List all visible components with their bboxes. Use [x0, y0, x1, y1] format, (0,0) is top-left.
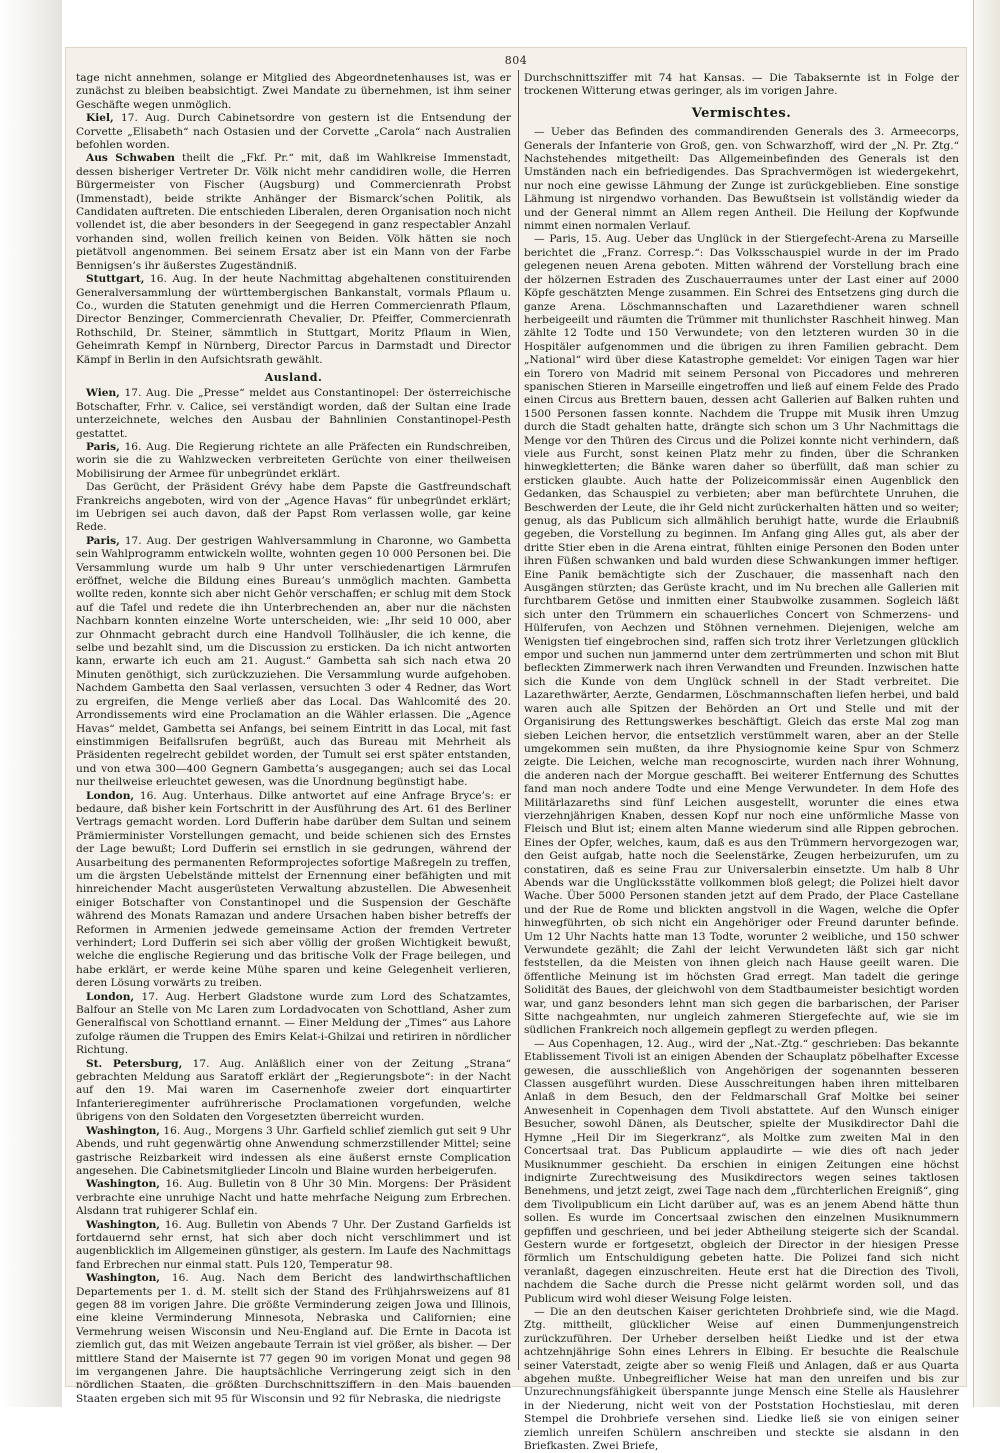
- article-london-2: [76, 991, 511, 1058]
- article-copenhagen-tivoli: — Aus Copenhagen, 12. Aug., wird der „Nat.-Ztg.“ geschrieben: Das bekannte Etablissement Tivoli ist an einigen Abenden der Schauplatz pöbelhafter Excesse gewesen, die ausschließlich von Angehörigen der sogenannten besseren Classen ausgeführt wurden. Diese Ausschreitungen haben ihren mittelbaren Anlaß in dem Besuch, den der Feldmarschall Graf Moltke bei seiner Anwesenheit in Copenhagen dem Tivoli abstattete. Auf den Wunsch einiger Besucher, sowohl Dänen, als Deutscher, spielte der Musikdirector Dahl die Hymne „Heil Dir im Siegerkranz“, als Moltke zum zweiten Mal in den Concertsaal trat. Das Publicum applaudirte — wie dies oft nach jeder Musiknummer geschieht. Da erschien in einigen Zeitungen eine höchst indignirte Zurechtweisung des Musikdirectors wegen seines taktlosen Benehmens, und jetzt zeigt, zwei Tage nach dem „fürchterlichen Ereigniß“, ging dem Tivolipublicum ein Licht darüber auf, was es an jenem Abend hätte thun sollen. Es wurde im Concertsaal zwischen den einzelnen Musiknummern gepfiffen und geschrieen, und bei jeder Abtheilung steigerte sich der Scandal. Gestern wurde er fortgesetzt, obgleich der Director in der hiesigen Presse förmlich um Entschuldigung gebeten hatte. Die Polizei fand sich nicht veranlaßt, dagegen einzuschreiten. Heute erst hat die Direction des Tivoli, nachdem die Sache durch die Presse nicht gelärmt worden soll, und das Publicum wird wohl dieser Weisung Folge leisten.: [524, 1037, 959, 1305]
- article-text: 16. Aug. Nach dem Bericht des landwirthschaftlichen Departements per 1. d. M. stellt sich der Stand des Frühjahrsweizens auf 81 gegen 88 im vorigen Jahre. Die größte Verminderung zeigen Jowa und Illinois, eine kleine Verminderung Minnesota, Nebraska und Californien; eine Vermehrung weisen Wisconsin und Neu-England auf. Die Ernte in Dacota ist ziemlich gut, das mit Weizen angebaute Terrain ist viel größer, als bisher. — Der mittlere Stand der Maisernte ist 77 gegen 90 im vorigen Monat und gegen 98 im vergangenen Jahre. Die hauptsächliche Verringerung zeigt sich in den nördlichen Staaten, die größten Durchschnittsziffern in den Mais bauenden Staaten ergeben sich mit 95 für Wisconsin und 92 für Nebraska, die niedrigste: [76, 1272, 511, 1405]
- dateline-place: London,: [86, 990, 135, 1003]
- article-paris-2: [76, 535, 511, 790]
- section-heading-ausland: Ausland.: [264, 370, 323, 384]
- dateline-place: Washington,: [86, 1124, 160, 1137]
- right-column: [524, 72, 959, 1453]
- dateline-place: St. Petersburg,: [86, 1057, 183, 1070]
- dateline-place: Washington,: [86, 1272, 160, 1285]
- article-text: 16. Aug. In der heute Nachmittag abgehaltenen constituirenden Generalversammlung der württembergischen Bankanstalt, vormals Pflaum u. Co., wurden die Statuten genehmigt und die Herren Commercienrath Pflaum, Director Benzinger, Commercienrath Chevalier, Dr. Pfeiffer, Commercienrath Rothschild, Dr. Steiner, sämmtlich in Stuttgart, Moritz Pflaum in Wien, Geheimrath Kempf in Nürnberg, Director Parcus in Darmstadt und Director Kämpf in Berlin in den Aufsichtsrath gewählt.: [76, 273, 511, 366]
- page-number: 804: [504, 54, 528, 67]
- article-washington-4: [76, 1272, 511, 1406]
- article-paris-1-continued: Das Gerücht, der Präsident Grévy habe dem Papste die Gastfreundschaft Frankreichs angeboten, wird von der „Agence Havas“ für unbegründet erklärt; im Uebrigen sei auch davon, daß der Papst Rom verlassen wolle, gar keine Rede.: [76, 481, 511, 534]
- article-wien: [76, 387, 511, 441]
- article-threat-letters: — Die an den deutschen Kaiser gerichteten Drohbriefe sind, wie die Magd. Ztg. mittheilt, glücklicher Weise auf einen Dummenjungenstreich zurückzuführen. Der Urheber derselben heißt Liedke und ist der etwa achtzehnjährige Sohn eines Lehrers in Elbing. Er besuchte die Realschule seiner Vaterstadt, zeigte aber so wenig Fleiß und Anlagen, daß er aus Quarta abgehen mußte. Unbegreiflicher Weise hat man den unreifen und bis zur Unzurechnungsfähigkeit überspannte junge Mensch eine Stelle als Hauslehrer in der Niederung, nicht weit von der Poststation Hochstieslau, mit deren Stempel die Drohbriefe versehen sind. Liedke ließ sie von einigen seiner ziemlich unreifen Schülern anschreiben und steckte sie alsdann in den Briefkasten. Zwei Briefe,: [524, 1305, 959, 1453]
- article-text: 17. Aug. Herbert Gladstone wurde zum Lord des Schatzamtes, Balfour an Stelle von Mc Laren zum Lordadvocaten von Schottland, Asher zum Generalfiscal von Schottland ernannt. — Einer Meldung der „Times“ aus Lahore zufolge räumen die Truppen des Emirs Kelat-i-Ghilzai und retiriren in nördlicher Richtung.: [76, 990, 511, 1057]
- dateline-place: Paris,: [86, 534, 120, 547]
- article-marseille-arena: — Paris, 15. Aug. Ueber das Unglück in der Stiergefecht-Arena zu Marseille berichtet die „Franz. Corresp.“: Das Volksschauspiel wurde in der im Prado gelegenen neuen Arena geboten. Mitten während der Vorstellung brach eine der hölzernen Estraden des Zuschauerraumes unter der Last einer auf 2000 Köpfe geschätzten Menge zusammen. Ein Schrei des Entsetzens ging durch die ganze Arena. Löschmannschaften und Lazarethdiener waren schnell herbeigeeilt und räumten die Trümmer mit thunlichster Raschheit hinweg. Man zählte 12 Todte und 150 Verwundete; von den letzteren wurden 30 in die Hospitäler aufgenommen und die übrigen zu ihren Familien gebracht. Dem „National“ wird über diese Katastrophe gemeldet: Vor einigen Tagen war hier ein Torero von Madrid mit seinem Personal von Piccadores und mehreren spanischen Stieren in Marseille eingetroffen und ließ auf einem Felde des Prado einen Circus aus Brettern bauen, dessen acht Gallerien auf Balken ruhten und 1500 Personen fassen konnte. Nachdem die Truppe mit Musik ihren Umzug durch die Stadt gehalten hatte, drängte sich schon um 3 Uhr Nachmittags die Menge vor den Thüren des Circus und die Polizei konnte nicht verhindern, daß viele aus Furcht, sonst keinen Platz mehr zu finden, über die Schranken hinwegkletterten; die Bänke waren daher so überfüllt, daß man schier zu ersticken glaubte. Auch hatte der Polizeicommissär einen Augenblick den Gedanken, das Schauspiel zu verbieten; aber man befürchtete Unruhen, die Beschwerden der Leute, die ihr Geld nicht zurückerhalten hätten und so weiter; genug, als das Publicum sich allmählich beruhigt hatte, wurde die Erlaubniß gegeben, die Vorstellung zu beginnen. Im Anfang ging Alles gut, als aber der dritte Stier eben in die Arena eintrat, fühlten einige Personen den Boden unter ihren Füßen schwanken und bald wurden diese Schwankungen immer heftiger. Eine Panik bemächtigte sich der Zuschauer, die massenhaft nach den Ausgängen stürzten; das Gerüste kracht, und im Nu brechen alle Gallerien mit furchtbarem Getöse und inmitten einer Staubwolke zusammen. Sogleich läßt sich unter den Trümmern ein schauerliches Concert von Schmerzens- und Hülferufen, von Aechzen und Stöhnen vernehmen. Diejenigen, welche am Wenigsten tief eingebrochen sind, raffen sich trotz ihrer Verletzungen glücklich empor und suchen nun jammernd unter dem zertrümmerten und schon mit Blut befleckten Zimmerwerk nach ihren Verwandten und Freunden. Inzwischen hatte sich die Kunde von dem Unglück schnell in der Stadt verbreitet. Die Lazarethwärter, Aerzte, Gendarmen, Löschmannschaften liefen herbei, und bald waren auch alle Spitzen der Behörden an Ort und Stelle und mit der Organisirung des Rettungswerkes beschäftigt. Gleich das erste Mal zog man sieben Leichen hervor, die entsetzlich verstümmelt waren, aber an der Stelle umgekommen sein mußten, da ihre Physiognomie keine Spur von Schmerz zeigte. Die Leichen, welche man recognoscirte, wurden nach ihrer Wohnung, die anderen nach der Morgue geschafft. Bei weiterer Entfernung des Schuttes fand man noch andere Todte und eine Menge Verwundeter. In dem Hofe des Militärlazareths sind fünf Leichen ausgestellt, worunter die eines etwa vierzehnjährigen Knaben, dessen Kopf nur noch eine unförmliche Masse von Fleisch und Blut ist; einem alten Manne wiederum sind alle Rippen gebrochen. Eines der Opfer, welches, kaum, daß es aus den Trümmern hervorgezogen war, den Geist aufgab, hatte noch die Seelenstärke, Zeugen herbeizurufen, um zu constatiren, daß es seine Frau zur Universalerbin einsetzte. Um halb 8 Uhr Abends war die Unglücksstätte vollkommen bloß gelegt; die Polizei hielt davor Wache. Über 5000 Personen standen jetzt auf dem Prado, der Place Castellane und der Rue de Rome und blickten angstvoll in die Wagen, welche die Opfer hinwegführten, ob sich nicht ein Angehöriger oder Freund darunter befinde. Um 12 Uhr Nachts hatte man 13 Todte, worunter 2 weibliche, und 150 schwer Verwundete gezählt; die Zahl der leicht Verwundeten läßt sich gar nicht feststellen, da die Meisten von ihnen gleich nach Hause geeilt waren. Die öffentliche Meinung ist im höchsten Grad erregt. Man tadelt die geringe Solidität des Baues, der gleichwohl von dem Stadtbaumeister besichtigt worden war, und ganz besonders lehnt man sich gegen die barbarischen, der Pariser Sitte nachgeahmten, nur ungleich zahmeren Stiergefechte auf, wie sie im südlichen Frankreich noch allgemein gepflegt zu werden pflegen.: [524, 233, 959, 1037]
- dateline-place: Kiel,: [86, 112, 114, 125]
- article-stuttgart: [76, 273, 511, 367]
- article-london-1: [76, 790, 511, 991]
- dateline-place: Washington,: [86, 1218, 160, 1231]
- article-kiel: [76, 112, 511, 152]
- article-schwaben: [76, 152, 511, 273]
- section-heading-vermischtes: Vermischtes.: [691, 105, 792, 121]
- article-washington-3: [76, 1219, 511, 1273]
- column-divider: [518, 70, 519, 1370]
- dateline-place: Aus Schwaben: [86, 152, 175, 165]
- article-text: 17. Aug. Der gestrigen Wahlversammlung in Charonne, wo Gambetta sein Wahlprogramm entwickeln wollte, wohnten gegen 10 000 Personen bei. Die Versammlung wurde um halb 9 Uhr unter verschiedenartigen Lärmrufen eröffnet, welche die Bildung eines Bureau’s unmöglich machten. Gambetta wollte reden, konnte sich aber nicht Gehör verschaffen; er schlug mit dem Stock auf die Tafel und redete die ihn Unterbrechenden an, aber nur die nächsten Nachbarn konnten einzelne Worte unterscheiden, wie: „Ihr seid 10 000, aber zur Ohnmacht gebracht durch eine Handvoll Tollhäusler, die ich kenne, die selbe und bezahlt sind, um die Discussion zu ersticken. Da ich nicht antworten kann, erwarte ich euch am 21. August.“ Gambetta sah sich nach etwa 20 Minuten genöthigt, sich zurückzuziehen. Die Versammlung wurde aufgehoben. Nachdem Gambetta den Saal verlassen, versuchten 3 oder 4 Redner, das Wort zu ergreifen, die Menge verließ aber das Local. Das Wahlcomité des 20. Arrondissements wird eine Proclamation an die Wähler erlassen. Die „Agence Havas“ meldet, Gambetta sei Anfangs, bei seinem Eintritt in das Local, mit fast einstimmigen Beifallsrufen begrüßt, auch das Bureau mit Mehrheit als Präsidenten regelrecht gebildet worden, der Tumult sei erst später entstanden, und von etwa 300—400 Gegnern Gambetta’s ausgegangen; auch sei das Local nur theilweise erleuchtet gewesen, was die Unordnung begünstigt habe.: [76, 534, 511, 789]
- article-petersburg: [76, 1058, 511, 1125]
- article-text: 16. Aug. Die Regierung richtete an alle Präfecten ein Rundschreiben, worin sie die zu Wahlzwecken verbreiteten Gerüchte von einer theilweisen Mobilisirung der Armee für unbegründet erklärt.: [76, 440, 511, 480]
- article-text: 17. Aug. Anläßlich einer von der Zeitung „Strana“ gebrachten Meldung aus Saratoff erklärt der „Regierungsbote“: in der Nacht auf den 19. Mai waren im Casernenhofe zweier dort einquartirter Infanterieregimenter aufrührerische Proclamationen vorgefunden, welche übrigens von den Soldaten den Vorgesetzten überreicht wurden.: [76, 1057, 511, 1124]
- article-text: 17. Aug. Die „Presse“ meldet aus Constantinopel: Der österreichische Botschafter, Frhr. v. Calice, sei verständigt worden, daß der Sultan eine Irade unterzeichnete, welches den Ausbau der Bahnlinien Constantinopel-Pesth gestattet.: [76, 387, 511, 440]
- article-continuation: Durchschnittsziffer mit 74 hat Kansas. — Die Tabaksernte ist in Folge der trockenen Witterung etwas geringer, als im vorigen Jahre.: [524, 72, 959, 98]
- article-text: 16. Aug. Unterhaus. Dilke antwortet auf eine Anfrage Bryce’s: er bedaure, daß bisher kein Fortschritt in der Ausführung des Art. 61 des Berliner Vertrags gemacht worden. Lord Dufferin habe darüber dem Sultan und seinem Prämierminister Vorstellungen gemacht, und beide schienen sich des Ernstes der Lage bewußt; Lord Dufferin sei ernstlich in sie gedrungen, während der Ausarbeitung des permanenten Reformprojectes sofortige Maßregeln zu treffen, um die ärgsten Uebelstände mittelst der Ernennung einer befähigten und mit hinreichender Macht ausgerüsteten Verwaltung abzustellen. Die Abwesenheit einiger Botschafter von Constantinopel und die Suspension der Geschäfte während des Monats Ramazan und andere Ursachen haben bisher betreffs der Reformen in Armenien jedwede gemeinsame Action der fremden Vertreter verhindert; Lord Dufferin sei sich aber völlig der großen Wichtigkeit bewußt, welche die englische Regierung und das britische Volk der Frage beilegen, und habe erklärt, er werde keine Mühe sparen und keine Gelegenheit verlieren, deren Lösung vorwärts zu treiben.: [76, 789, 511, 990]
- binding-shadow: [0, 0, 62, 1407]
- dateline-place: Washington,: [86, 1178, 160, 1191]
- article-text: 17. Aug. Durch Cabinetsordre von gestern ist die Entsendung der Corvette „Elisabeth“ nach Ostasien und der Corvette „Carola“ nach Australien befohlen worden.: [76, 112, 511, 152]
- article-general-health: — Ueber das Befinden des commandirenden Generals des 3. Armeecorps, Generals der Infanterie von Groß, gen. von Schwarzhoff, wird der „N. Pr. Ztg.“ Nachstehendes mitgetheilt: Das Allgemeinbefinden des Generals ist den Umständen nach ein befriedigendes. Das Sprachvermögen ist wiedergekehrt, nur noch eine gewisse Lähmung der Zunge ist zurückgeblieben. Eine sonstige Lähmung ist nirgendwo vorhanden. Das Bewußtsein ist vollständig wieder da und der General nimmt an Allem regen Antheil. Die Heilung der Kopfwunde nimmt einen normalen Verlauf.: [524, 126, 959, 233]
- article-continuation: tage nicht annehmen, solange er Mitglied des Abgeordnetenhauses ist, was er zunächst zu bleiben beabsichtigt. Zwei Mandate zu übernehmen, ist ihm seiner Geschäfte wegen unmöglich.: [76, 72, 511, 111]
- left-column: [76, 72, 511, 1405]
- dateline-place: Paris,: [86, 440, 120, 453]
- dateline-place: Stuttgart,: [86, 273, 145, 286]
- adjacent-page-edge: [973, 0, 1000, 1407]
- article-text: 16. Aug. Bulletin von 8 Uhr 30 Min. Morgens: Der Präsident verbrachte eine unruhige Nacht und hatte mehrfache Neigung zum Erbrechen. Alsdann trat ruhigerer Schlaf ein.: [76, 1178, 511, 1218]
- article-text: 16. Aug., Morgens 3 Uhr. Garfield schlief ziemlich gut seit 9 Uhr Abends, und ruht gegenwärtig ohne Anwendung schmerzstillender Mittel; seine gastrische Reizbarkeit wird indessen als eine äußerst ernste Complication angesehen. Die Cabinetsmitglieder Lincoln und Blaine wurden herbeigerufen.: [76, 1124, 511, 1177]
- dateline-place: Wien,: [86, 387, 120, 400]
- dateline-place: London,: [86, 789, 135, 802]
- article-paris-1: [76, 441, 511, 481]
- article-washington-1: [76, 1125, 511, 1179]
- article-text: 16. Aug. Bulletin von Abends 7 Uhr. Der Zustand Garfields ist fortdauernd sehr ernst, hat sich aber doch nicht verschlimmert und ist augenblicklich im Allgemeinen günstiger, als gestern. Im Laufe des Nachmittags fand Erbrechen nur einmal statt. Puls 120, Temperatur 98.: [76, 1218, 511, 1271]
- article-washington-2: [76, 1178, 511, 1218]
- article-text: theilt die „Fkf. Pr.“ mit, daß im Wahlkreise Immenstadt, dessen bisheriger Vertreter Dr. Völk nicht mehr candidiren wolle, die Herren Bürgermeister von Fischer (Augsburg) und Commercienrath Probst (Immenstadt), beide strikte Anhänger der Bismarck’schen Politik, als Candidaten auftreten. Die entschieden Liberalen, deren Organisation noch nicht vollendet ist, die aber besonders in der Seegegend in ganz respectabler Anzahl vorhanden sind, wollen freilich keinen von Beiden. Völk hätten sie noch pietätvoll angenommen. Bei seinem Ersatz aber ist ein Mann von der Farbe Bennigsen’s ihr äußerstes Zugeständniß.: [76, 152, 511, 272]
